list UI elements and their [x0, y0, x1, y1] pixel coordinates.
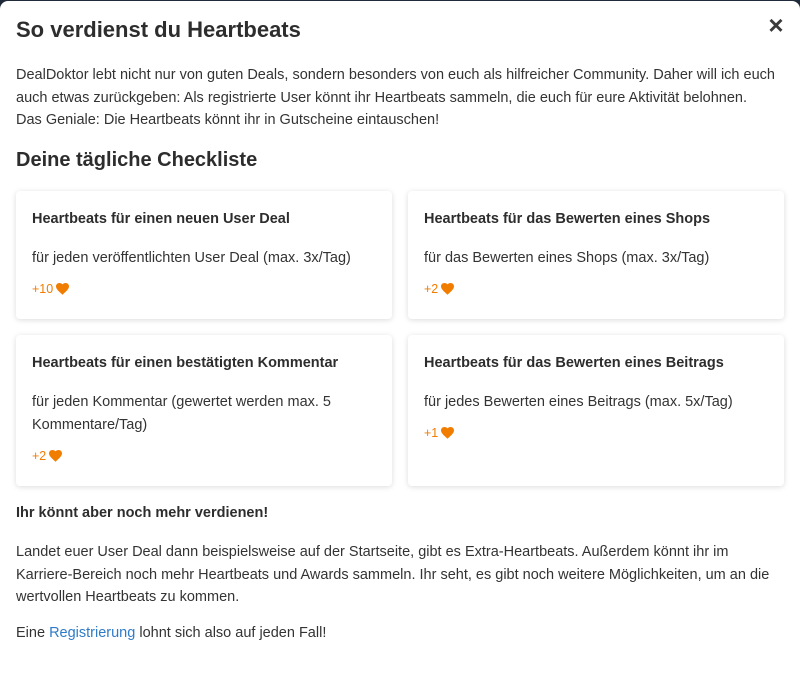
checklist-card-shop-rating	[408, 191, 784, 319]
intro-text: DealDoktor lebt nicht nur von guten Deals, sondern besonders von euch als hilfreicher Community. Daher will ich euch auch etwas zurückgeben: Als registrierte User könnt ihr Heartbeats sammeln, die euch für eure Aktivität belohnen. Das Geniale: Die Heartbeats könnt ihr in Gutscheine eintauschen!	[16, 67, 775, 128]
registration-suffix: lohnt sich also auf jeden Fall!	[139, 625, 327, 641]
reward-badge	[32, 282, 376, 296]
card-description: für jedes Bewerten eines Beitrags (max. 5x/Tag)	[424, 394, 733, 410]
checklist-title: Deine tägliche Checkliste	[16, 149, 258, 171]
checklist-card-post-rating	[408, 335, 784, 486]
heartbeats-modal	[0, 1, 800, 677]
reward-value: +2	[424, 282, 439, 296]
reward-value: +1	[424, 426, 439, 440]
reward-value: +10	[32, 282, 54, 296]
heart-icon	[441, 427, 454, 439]
card-description: für jeden Kommentar (gewertet werden max. 5 Kommentare/Tag)	[32, 394, 331, 433]
card-title: Heartbeats für das Bewerten eines Shops	[424, 211, 711, 227]
card-title: Heartbeats für das Bewerten eines Beitrags	[424, 355, 724, 371]
reward-badge	[424, 426, 768, 440]
card-description: für jeden veröffentlichten User Deal (max. 3x/Tag)	[32, 250, 351, 266]
reward-value: +2	[32, 449, 47, 463]
reward-badge	[32, 449, 376, 463]
more-earnings-heading: Ihr könnt aber noch mehr verdienen!	[16, 505, 269, 521]
registration-note	[16, 625, 326, 641]
heart-icon	[441, 283, 454, 295]
registration-prefix: Eine	[16, 625, 46, 641]
card-description: für das Bewerten eines Shops (max. 3x/Tag)	[424, 250, 710, 266]
checklist-card-comment	[16, 335, 392, 486]
registration-link[interactable]: Registrierung	[49, 625, 136, 641]
modal-title: So verdienst du Heartbeats	[16, 17, 301, 42]
more-earnings-text: Landet euer User Deal dann beispielsweise auf der Startseite, gibt es Extra-Heartbeats. Außerdem könnt ihr im Karriere-Bereich noch mehr Heartbeats und Awards sammeln. Ihr seht, es gibt noch weitere Möglichkeiten, um an die wertvollen Heartbeats zu kommen.	[16, 544, 770, 605]
close-icon[interactable]: ×	[768, 10, 784, 40]
reward-badge	[424, 282, 768, 296]
heart-icon	[56, 283, 69, 295]
heart-icon	[49, 450, 62, 462]
card-title: Heartbeats für einen neuen User Deal	[32, 211, 290, 227]
checklist-card-user-deal	[16, 191, 392, 319]
card-title: Heartbeats für einen bestätigten Kommentar	[32, 355, 339, 371]
